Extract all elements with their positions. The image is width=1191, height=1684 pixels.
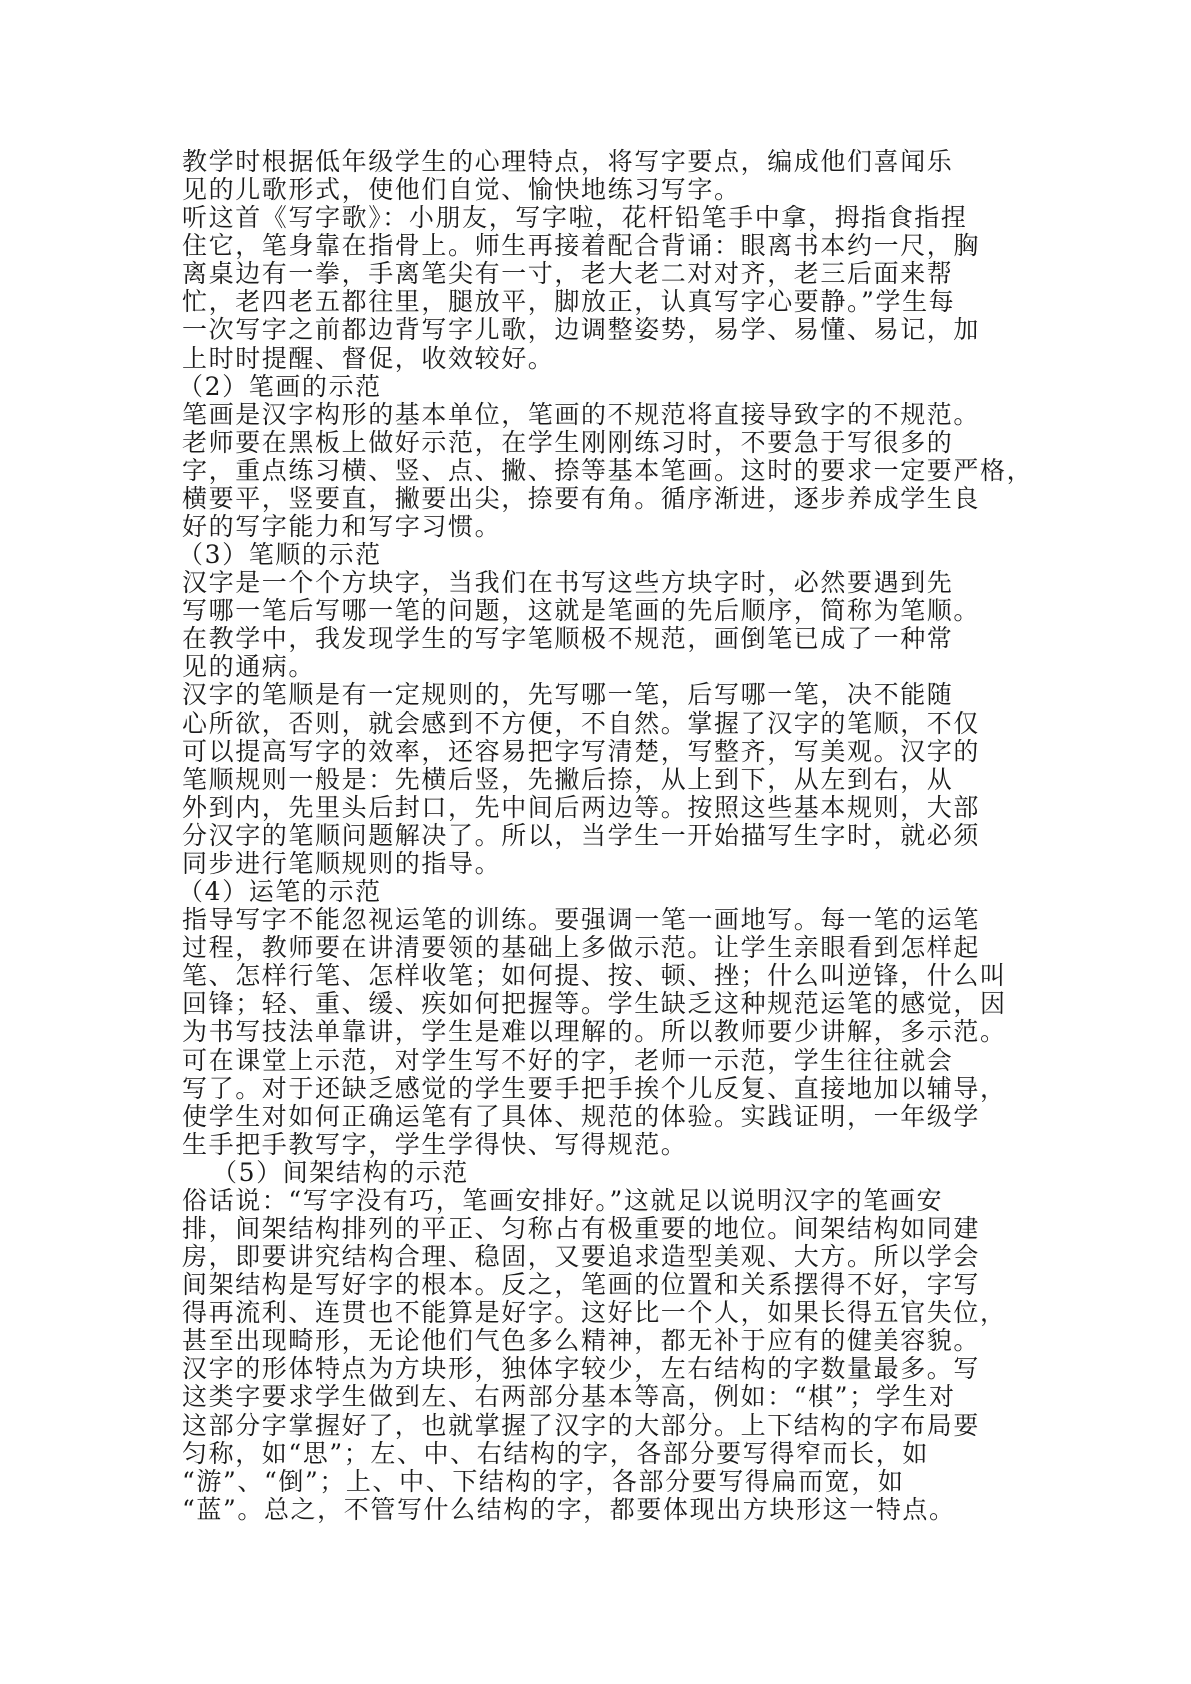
text-line: 俗话说：“写字没有巧，笔画安排好。”这就足以说明汉字的笔画安: [182, 1185, 944, 1215]
text-line: “蓝”。总之，不管写什么结构的字，都要体现出方块形这一特点。: [182, 1494, 956, 1524]
document-page: [178, 147, 1042, 1524]
text-line: 老师要在黑板上做好示范，在学生刚刚练习时，不要急于写很多的: [182, 427, 954, 457]
heading-text: （2）笔画的示范: [178, 371, 382, 401]
text-line: 得再流利、连贯也不能算是好字。这好比一个人，如果长得五官失位，: [182, 1298, 1007, 1328]
text-line: 回锋；轻、重、缓、疾如何把握等。学生缺乏这种规范运笔的感觉，因: [182, 989, 1007, 1019]
section-heading-strokes: [178, 371, 1042, 401]
text-line: 同步进行笔顺规则的指导。: [182, 848, 502, 878]
text-line: 分汉字的笔顺问题解决了。所以，当学生一开始描写生字时，就必须: [182, 820, 981, 850]
text-line: 住它，笔身靠在指骨上。师生再接着配合背诵：眼离书本约一尺，胸: [182, 231, 981, 261]
heading-text: （3）笔顺的示范: [178, 540, 382, 570]
text-line: 外到内，先里头后封口，先中间后两边等。按照这些基本规则，大部: [182, 792, 981, 822]
heading-text: （5）间架结构的示范: [212, 1157, 469, 1187]
text-line: 字，重点练习横、竖、点、撇、捺等基本笔画。这时的要求一定要严格，: [182, 455, 1034, 485]
text-line: 横要平，竖要直，撇要出尖，捺要有角。循序渐进，逐步养成学生良: [182, 483, 981, 513]
section-heading-brushwork: [178, 877, 1042, 907]
text-line: 指导写字不能忽视运笔的训练。要强调一笔一画地写。每一笔的运笔: [182, 905, 981, 935]
text-line: 在教学中，我发现学生的写字笔顺极不规范，画倒笔已成了一种常: [182, 624, 954, 654]
paragraph-stroke-order-2: [182, 681, 1042, 878]
text-line: 忙，老四老五都往里，腿放平，脚放正，认真写字心要静。”学生每: [182, 287, 956, 317]
text-line: 汉字的形体特点为方块形，独体字较少，左右结构的字数量最多。写: [182, 1354, 981, 1384]
text-line: 汉字的笔顺是有一定规则的，先写哪一笔，后写哪一笔，决不能随: [182, 680, 954, 710]
text-line: 间架结构是写好字的根本。反之，笔画的位置和关系摆得不好，字写: [182, 1270, 981, 1300]
text-line: 这部分字掌握好了，也就掌握了汉字的大部分。上下结构的字布局要: [182, 1410, 981, 1440]
text-line: 匀称，如“思”；左、中、右结构的字，各部分要写得窄而长，如: [182, 1438, 929, 1468]
text-line: 笔顺规则一般是：先横后竖，先撇后捺，从上到下，从左到右，从: [182, 764, 954, 794]
text-line: 见的通病。: [182, 652, 316, 682]
paragraph-brushwork: [182, 906, 1042, 1159]
text-line: 离桌边有一拳，手离笔尖有一寸，老大老二对对齐，老三后面来帮: [182, 259, 954, 289]
text-line: 生手把手教写字，学生学得快、写得规范。: [182, 1129, 688, 1159]
heading-text: （4）运笔的示范: [178, 877, 382, 907]
text-line: 笔画是汉字构形的基本单位，笔画的不规范将直接导致字的不规范。: [182, 399, 981, 429]
text-line: 可以提高写字的效率，还容易把字写清楚，写整齐，写美观。汉字的: [182, 736, 981, 766]
text-line: 一次写字之前都边背写字儿歌，边调整姿势，易学、易懂、易记，加: [182, 315, 981, 345]
paragraph-strokes: [182, 401, 1042, 541]
text-line: 排，间架结构排列的平正、匀称占有极重要的地位。间架结构如同建: [182, 1213, 981, 1243]
text-line: 使学生对如何正确运笔有了具体、规范的体验。实践证明，一年级学: [182, 1101, 981, 1131]
text-line: 写哪一笔后写哪一笔的问题，这就是笔画的先后顺序，简称为笔顺。: [182, 596, 981, 626]
text-line: 这类字要求学生做到左、右两部分基本等高，例如：“棋”；学生对: [182, 1382, 956, 1412]
text-line: 过程，教师要在讲清要领的基础上多做示范。让学生亲眼看到怎样起: [182, 933, 981, 963]
section-heading-stroke-order: [178, 540, 1042, 570]
text-line: 房，即要讲究结构合理、稳固，又要追求造型美观、大方。所以学会: [182, 1242, 981, 1272]
text-line: 上时时提醒、督促，收效较好。: [182, 343, 555, 373]
text-line: 写了。对于还缺乏感觉的学生要手把手挨个儿反复、直接地加以辅导，: [182, 1073, 1007, 1103]
text-line: 教学时根据低年级学生的心理特点，将写字要点，编成他们喜闻乐: [182, 147, 954, 176]
text-line: 为书写技法单靠讲，学生是难以理解的。所以教师要少讲解，多示范。: [182, 1017, 1007, 1047]
section-heading-structure: [182, 1159, 1042, 1187]
paragraph-intro: [182, 148, 1042, 204]
text-line: 可在课堂上示范，对学生写不好的字，老师一示范，学生往往就会: [182, 1045, 954, 1075]
text-line: 见的儿歌形式，使他们自觉、愉快地练习写字。: [182, 175, 741, 205]
text-line: 听这首《写字歌》：小朋友，写字啦，花杆铅笔手中拿，拇指食指捏: [182, 203, 968, 233]
text-line: 笔、怎样行笔、怎样收笔；如何提、按、顿、挫；什么叫逆锋，什么叫: [182, 961, 1007, 991]
text-line: “游”、“倒”；上、中、下结构的字，各部分要写得扁而宽，如: [182, 1466, 905, 1496]
paragraph-stroke-order-1: [182, 569, 1042, 681]
text-line: 心所欲，否则，就会感到不方便，不自然。掌握了汉字的笔顺，不仅: [182, 708, 981, 738]
text-line: 汉字是一个个方块字，当我们在书写这些方块字时，必然要遇到先: [182, 568, 954, 598]
paragraph-structure: [182, 1187, 1042, 1524]
text-line: 好的写字能力和写字习惯。: [182, 512, 502, 542]
text-line: 甚至出现畸形，无论他们气色多么精神，都无补于应有的健美容貌。: [182, 1326, 981, 1356]
paragraph-writing-song: [182, 204, 1042, 372]
